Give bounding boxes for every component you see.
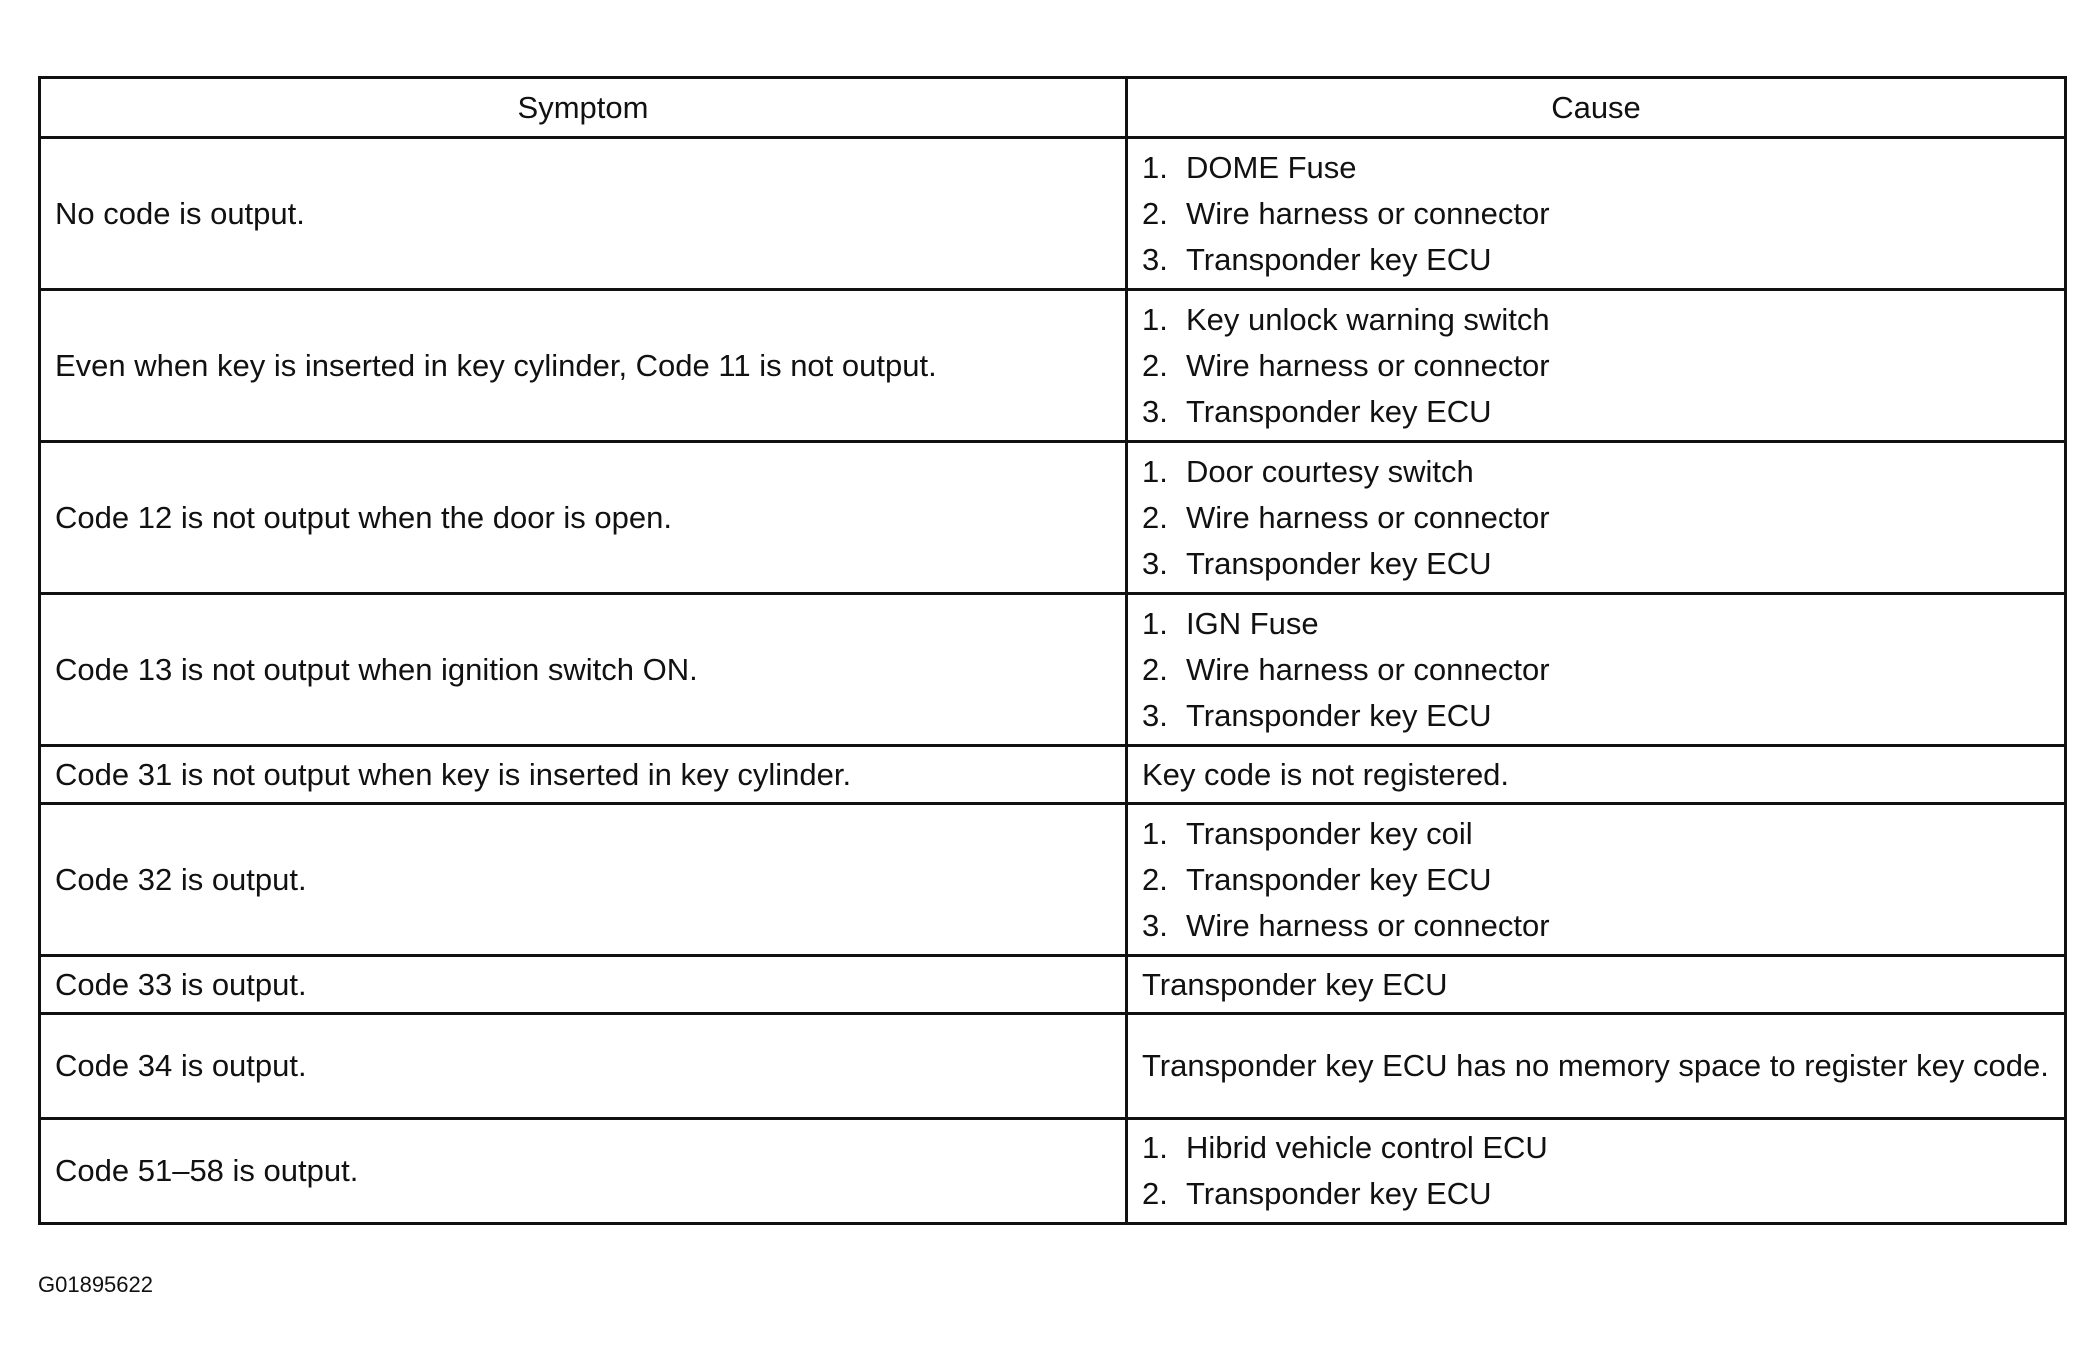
cause-item <box>1142 191 2050 237</box>
cause-list <box>1142 1125 2050 1217</box>
symptom-cell: Code 32 is output. <box>40 804 1127 956</box>
cause-text: Transponder key ECU <box>1186 545 1492 581</box>
table-row <box>40 1119 2066 1224</box>
cause-number: 2. <box>1142 651 1168 687</box>
figure-id-label: G01895622 <box>38 1272 153 1297</box>
cause-text: Transponder key ECU <box>1186 393 1492 429</box>
cause-item <box>1142 297 2050 343</box>
cause-list <box>1142 297 2050 435</box>
cause-text: Wire harness or connector <box>1186 347 1550 383</box>
symptom-cell: Code 34 is output. <box>40 1014 1127 1119</box>
header-symptom: Symptom <box>40 78 1127 138</box>
symptom-cell: Code 51–58 is output. <box>40 1119 1127 1224</box>
table-row <box>40 138 2066 290</box>
cause-number: 3. <box>1142 545 1168 581</box>
cause-number: 1. <box>1142 149 1168 185</box>
cause-number: 2. <box>1142 499 1168 535</box>
cause-list <box>1142 601 2050 739</box>
cause-text: DOME Fuse <box>1186 149 1357 185</box>
cause-item <box>1142 343 2050 389</box>
table-row <box>40 746 2066 804</box>
cause-item <box>1142 1171 2050 1217</box>
cause-item <box>1142 145 2050 191</box>
symptom-cell: Code 12 is not output when the door is open. <box>40 442 1127 594</box>
cause-number: 1. <box>1142 301 1168 337</box>
table-row <box>40 442 2066 594</box>
table-header-row <box>40 78 2066 138</box>
symptom-cell: Code 31 is not output when key is inserted in key cylinder. <box>40 746 1127 804</box>
cause-text: Transponder key ECU <box>1186 241 1492 277</box>
cause-cell <box>1127 290 2066 442</box>
cause-text: Transponder key ECU <box>1186 697 1492 733</box>
cause-item <box>1142 449 2050 495</box>
cause-text: Wire harness or connector <box>1186 907 1550 943</box>
cause-number: 3. <box>1142 907 1168 943</box>
cause-text: Wire harness or connector <box>1186 499 1550 535</box>
symptom-cell: Even when key is inserted in key cylinder, Code 11 is not output. <box>40 290 1127 442</box>
cause-cell: Transponder key ECU <box>1127 956 2066 1014</box>
cause-number: 2. <box>1142 1176 1168 1211</box>
table-row <box>40 804 2066 956</box>
cause-item <box>1142 1125 2050 1171</box>
cause-text: Wire harness or connector <box>1186 651 1550 687</box>
cause-item <box>1142 389 2050 435</box>
cause-number: 2. <box>1142 195 1168 231</box>
cause-cell <box>1127 442 2066 594</box>
cause-text: Wire harness or connector <box>1186 195 1550 231</box>
cause-item <box>1142 647 2050 693</box>
cause-number: 3. <box>1142 241 1168 277</box>
cause-text: IGN Fuse <box>1186 605 1319 641</box>
cause-cell: Key code is not registered. <box>1127 746 2066 804</box>
cause-item <box>1142 857 2050 903</box>
cause-item <box>1142 237 2050 283</box>
cause-number: 2. <box>1142 861 1168 897</box>
cause-number: 3. <box>1142 697 1168 733</box>
cause-number: 1. <box>1142 453 1168 489</box>
header-cause: Cause <box>1127 78 2066 138</box>
cause-list <box>1142 811 2050 949</box>
cause-text: Door courtesy switch <box>1186 453 1474 489</box>
cause-item <box>1142 811 2050 857</box>
table-row <box>40 594 2066 746</box>
cause-number: 3. <box>1142 393 1168 429</box>
cause-list <box>1142 145 2050 283</box>
symptom-cell: Code 33 is output. <box>40 956 1127 1014</box>
cause-text: Transponder key ECU <box>1186 861 1492 897</box>
cause-number: 2. <box>1142 347 1168 383</box>
cause-cell <box>1127 594 2066 746</box>
cause-text: Transponder key ECU <box>1186 1176 1492 1211</box>
table-row <box>40 1014 2066 1119</box>
cause-list <box>1142 449 2050 587</box>
cause-text: Hibrid vehicle control ECU <box>1186 1130 1548 1165</box>
cause-number: 1. <box>1142 815 1168 851</box>
cause-cell <box>1127 804 2066 956</box>
cause-item <box>1142 903 2050 949</box>
cause-cell <box>1127 138 2066 290</box>
cause-text: Transponder key coil <box>1186 815 1473 851</box>
cause-cell <box>1127 1119 2066 1224</box>
cause-item <box>1142 693 2050 739</box>
diagnosis-table <box>38 76 2067 1225</box>
symptom-cell: No code is output. <box>40 138 1127 290</box>
table-row <box>40 956 2066 1014</box>
symptom-cell: Code 13 is not output when ignition switch ON. <box>40 594 1127 746</box>
cause-item <box>1142 541 2050 587</box>
cause-number: 1. <box>1142 1130 1168 1165</box>
cause-text: Key unlock warning switch <box>1186 301 1550 337</box>
cause-item <box>1142 601 2050 647</box>
cause-item <box>1142 495 2050 541</box>
table-row <box>40 290 2066 442</box>
cause-cell: Transponder key ECU has no memory space to register key code. <box>1127 1014 2066 1119</box>
cause-number: 1. <box>1142 605 1168 641</box>
